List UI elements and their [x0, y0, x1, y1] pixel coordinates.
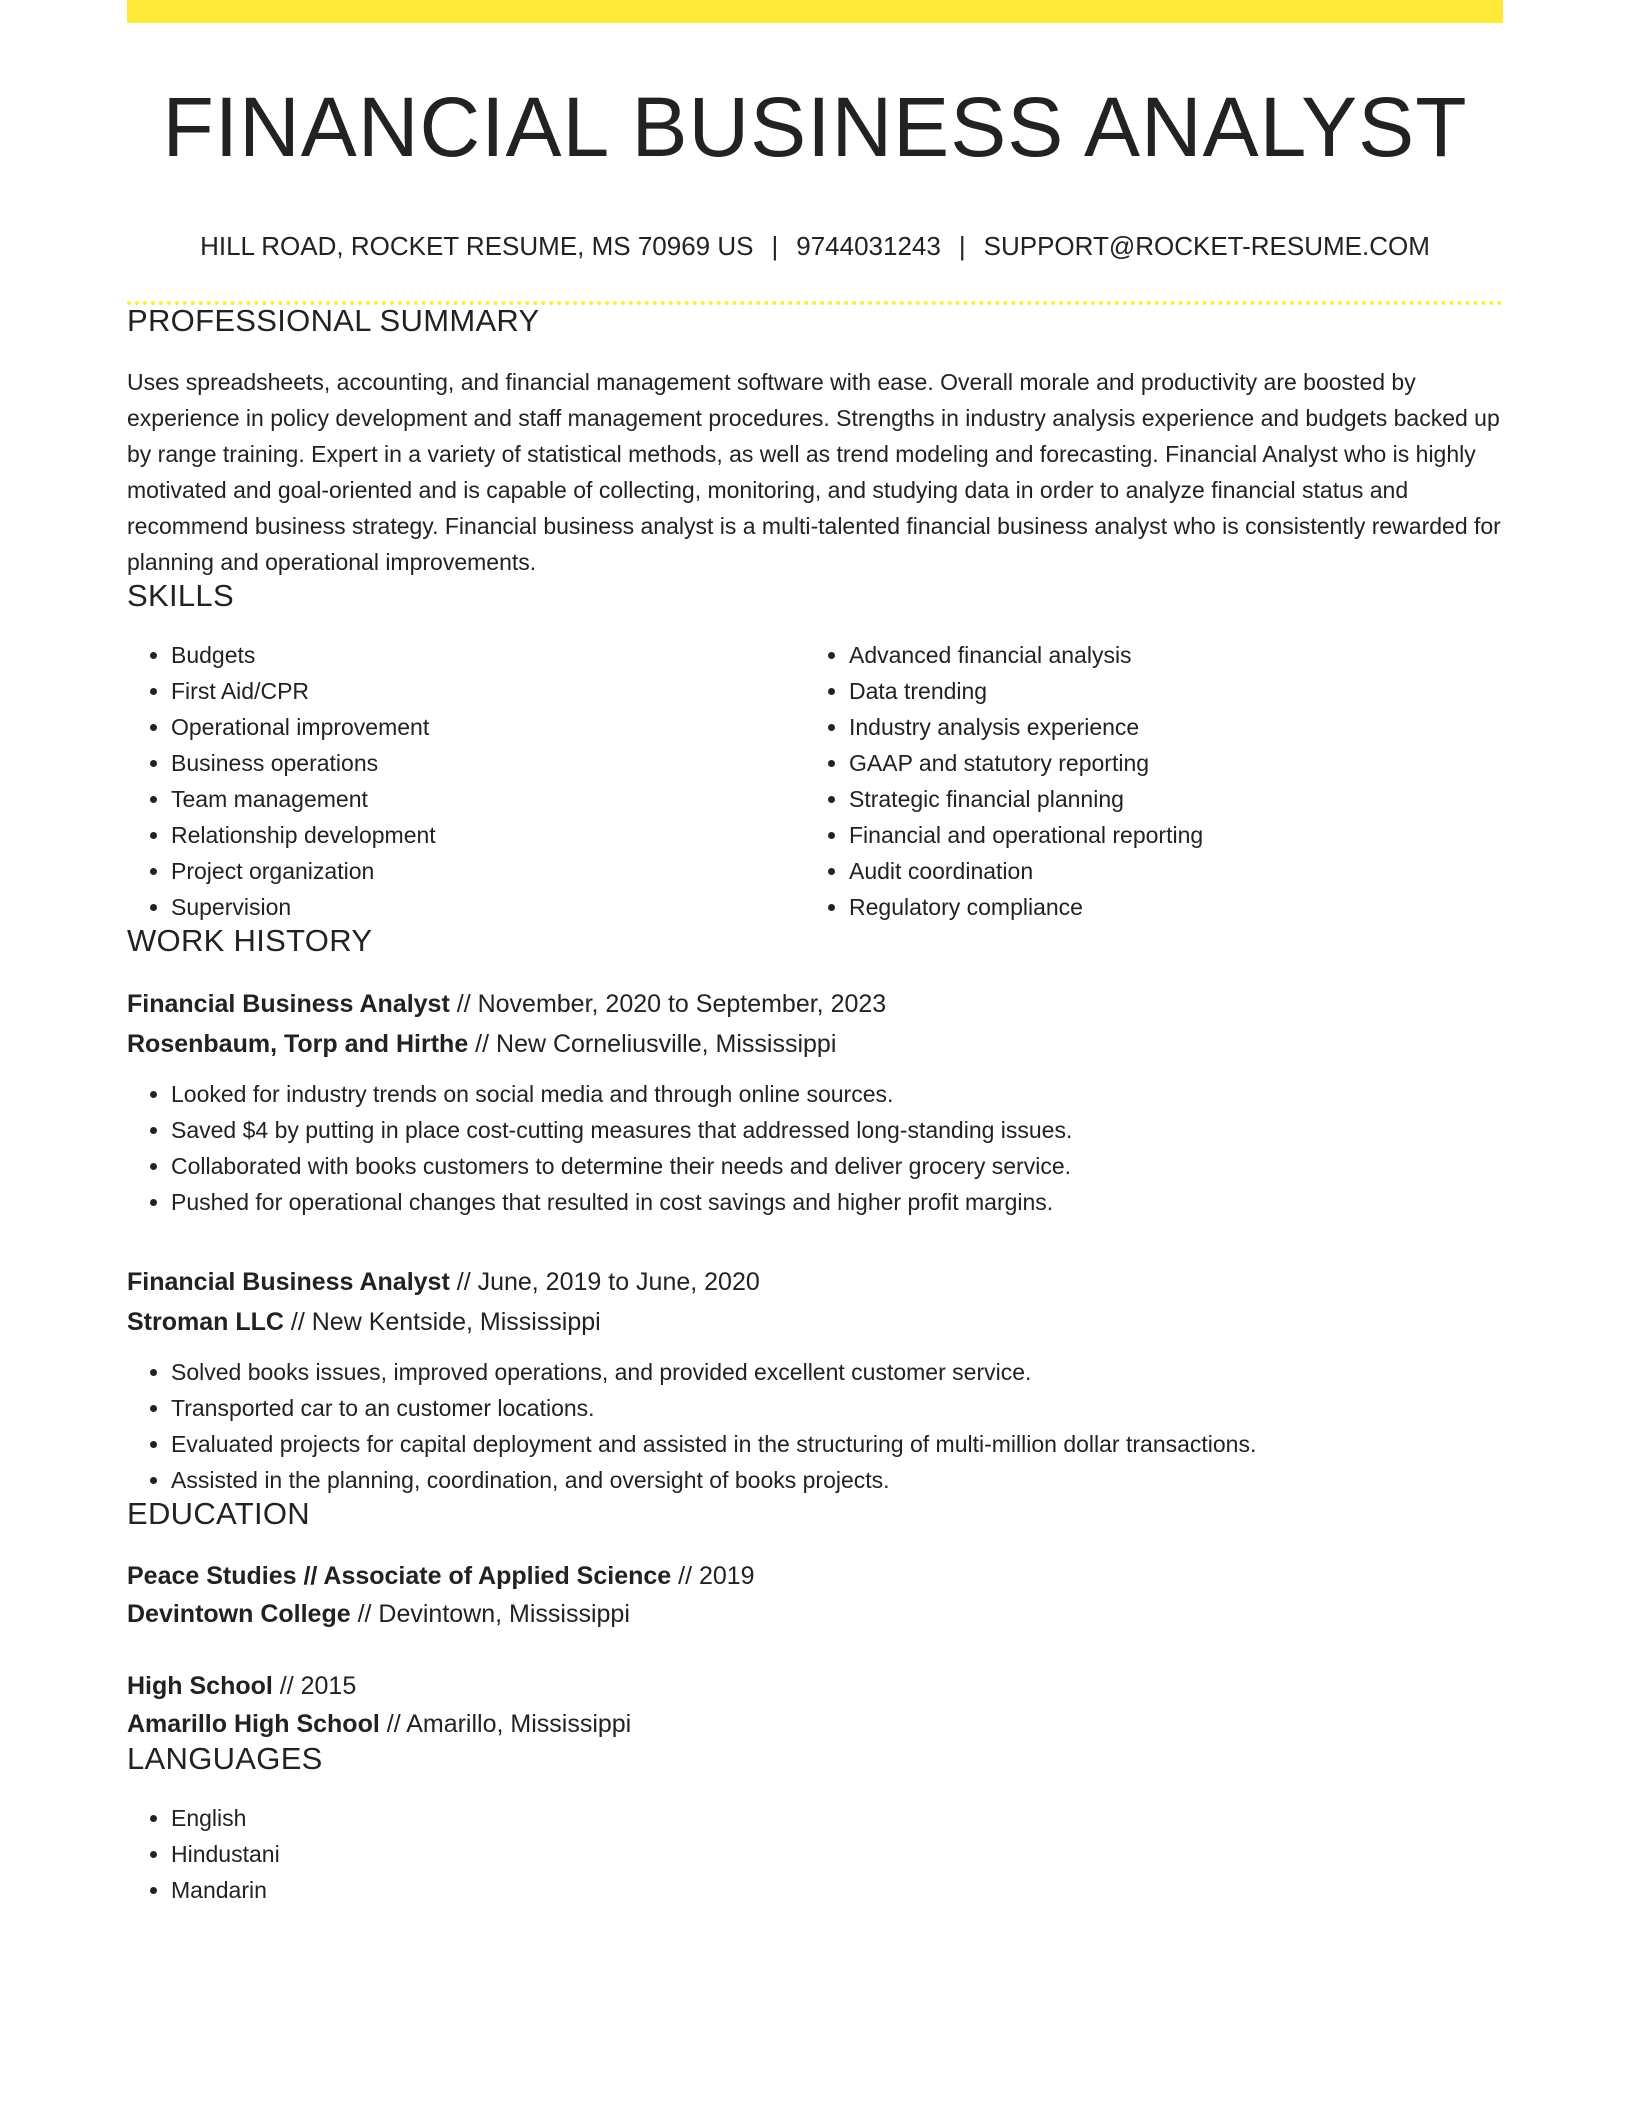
education-school: Amarillo High School	[127, 1710, 380, 1738]
skill-item: • Business operations	[171, 745, 805, 781]
skills-list-right	[805, 637, 1483, 925]
job-role: Financial Business Analyst	[127, 990, 450, 1018]
language-item: • Hindustani	[171, 1836, 1503, 1872]
contact-line	[127, 233, 1503, 259]
education-year: // 2015	[272, 1672, 357, 1700]
resume-title: FINANCIAL BUSINESS ANALYST	[162, 80, 1468, 174]
job-bullets	[127, 1076, 1503, 1220]
education-location: // Amarillo, Mississippi	[379, 1710, 632, 1738]
job-bullet: • Saved $4 by putting in place cost-cutting measures that addressed long-standing issues.	[171, 1112, 1503, 1148]
skills-heading: SKILLS	[127, 578, 234, 613]
contact-separator: |	[958, 231, 966, 261]
job-bullets	[127, 1354, 1503, 1498]
job-bullet: • Evaluated projects for capital deployment and assisted in the structuring of multi-million dollar transactions.	[171, 1426, 1503, 1462]
job-bullet: • Looked for industry trends on social media and through online sources.	[171, 1076, 1503, 1112]
language-item: • English	[171, 1800, 1503, 1836]
work-history-heading: WORK HISTORY	[127, 923, 373, 958]
education-school: Devintown College	[127, 1600, 351, 1628]
summary-heading: PROFESSIONAL SUMMARY	[127, 303, 540, 338]
education-school-line	[127, 1595, 1503, 1633]
education-degree: Peace Studies // Associate of Applied Science	[127, 1562, 672, 1590]
skill-item: • Supervision	[171, 889, 805, 925]
job-bullet: • Transported car to an customer locations.	[171, 1390, 1503, 1426]
skill-item: • Relationship development	[171, 817, 805, 853]
skill-item: • GAAP and statutory reporting	[849, 745, 1483, 781]
resume-page	[127, 0, 1503, 1908]
education-degree-line	[127, 1557, 1503, 1595]
job-location: // New Corneliusville, Mississippi	[468, 1030, 837, 1058]
job-bullet: • Collaborated with books customers to determine their needs and deliver grocery service.	[171, 1148, 1503, 1184]
accent-top-bar	[127, 0, 1503, 23]
skill-item: • First Aid/CPR	[171, 673, 805, 709]
skill-item: • Industry analysis experience	[849, 709, 1483, 745]
skills-columns	[127, 637, 1503, 925]
language-item: • Mandarin	[171, 1872, 1503, 1908]
languages-heading: LANGUAGES	[127, 1741, 323, 1776]
contact-separator: |	[771, 231, 779, 261]
education-entry	[127, 1667, 1503, 1743]
skill-item: • Strategic financial planning	[849, 781, 1483, 817]
job-company-line	[127, 1302, 1503, 1342]
education-location: // Devintown, Mississippi	[350, 1600, 630, 1628]
skill-item: • Budgets	[171, 637, 805, 673]
skill-item: • Project organization	[171, 853, 805, 889]
job-company: Stroman LLC	[127, 1308, 284, 1336]
skill-item: • Operational improvement	[171, 709, 805, 745]
phone-text: 9744031243	[796, 231, 941, 261]
job-bullet: • Solved books issues, improved operations, and provided excellent customer service.	[171, 1354, 1503, 1390]
job-bullet: • Pushed for operational changes that resulted in cost savings and higher profit margins.	[171, 1184, 1503, 1220]
job-entry	[127, 984, 1503, 1220]
skill-item: • Advanced financial analysis	[849, 637, 1483, 673]
job-company: Rosenbaum, Torp and Hirthe	[127, 1030, 469, 1058]
summary-text: Uses spreadsheets, accounting, and financial management software with ease. Overall morale and productivity are boosted by experience in policy development and staff management procedures. Strengths in industry analysis experience and budgets backed up by range training. Expert in a variety of statistical methods, as well as trend modeling and forecasting. Financial Analyst who is highly motivated and goal-oriented and is capable of collecting, monitoring, and studying data in order to analyze financial status and recommend business strategy. Financial business analyst is a multi-talented financial business analyst who is consistently rewarded for planning and operational improvements.	[127, 369, 1501, 575]
education-entry	[127, 1557, 1503, 1633]
education-degree-line	[127, 1667, 1503, 1705]
skills-list-left	[127, 637, 805, 925]
email-link[interactable]: SUPPORT@ROCKET-RESUME.COM	[983, 231, 1430, 261]
job-role: Financial Business Analyst	[127, 1268, 450, 1296]
job-entry	[127, 1262, 1503, 1498]
skill-item: • Data trending	[849, 673, 1483, 709]
education-heading: EDUCATION	[127, 1496, 310, 1531]
job-role-line	[127, 1262, 1503, 1302]
education-degree: High School	[127, 1672, 273, 1700]
job-dates: // June, 2019 to June, 2020	[449, 1268, 760, 1296]
job-bullet: • Assisted in the planning, coordination, and oversight of books projects.	[171, 1462, 1503, 1498]
job-company-line	[127, 1024, 1503, 1064]
languages-list	[127, 1800, 1503, 1908]
skill-item: • Audit coordination	[849, 853, 1483, 889]
skill-item: • Regulatory compliance	[849, 889, 1483, 925]
job-location: // New Kentside, Mississippi	[283, 1308, 601, 1336]
job-role-line	[127, 984, 1503, 1024]
skill-item: • Team management	[171, 781, 805, 817]
skill-item: • Financial and operational reporting	[849, 817, 1483, 853]
education-year: // 2019	[671, 1562, 755, 1590]
education-school-line	[127, 1705, 1503, 1743]
job-dates: // November, 2020 to September, 2023	[449, 990, 887, 1018]
address-text: HILL ROAD, ROCKET RESUME, MS 70969 US	[200, 231, 754, 261]
